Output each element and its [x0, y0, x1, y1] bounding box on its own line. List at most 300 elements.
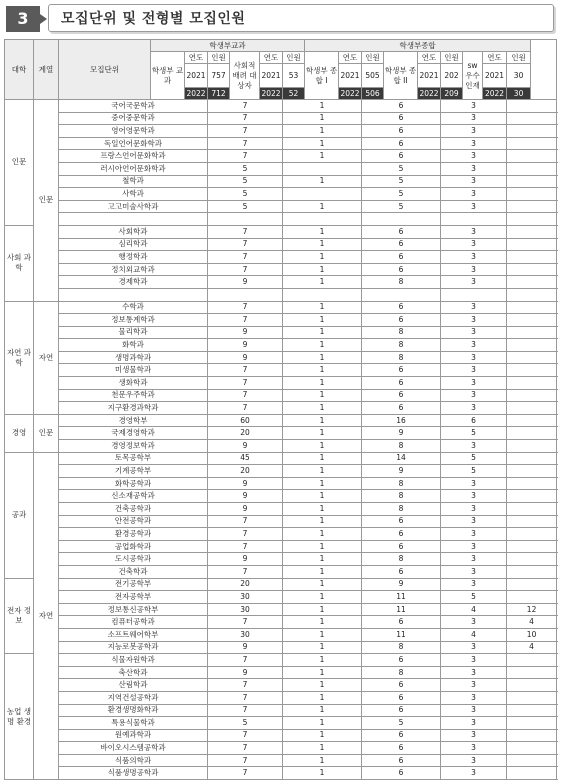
sw-cell [507, 301, 557, 314]
gyogwa-cell: 60 [208, 414, 283, 427]
table-row [5, 112, 557, 125]
table-row [5, 704, 557, 717]
jonghap2-cell: 3 [441, 503, 507, 516]
social-cell: 1 [283, 691, 362, 704]
jonghap2-cell [441, 213, 507, 226]
unit-cell: 토목공학부 [59, 452, 208, 465]
table-row [5, 477, 557, 490]
unit-cell: 안전공학과 [59, 515, 208, 528]
col-jonghap1: 학생부 종합 I [305, 52, 339, 100]
social-cell: 1 [283, 238, 362, 251]
jonghap2-cell: 3 [441, 125, 507, 138]
jonghap1-cell: 6 [362, 767, 441, 780]
total-gyogwa-2022: 712 [208, 88, 230, 100]
table-row [5, 515, 557, 528]
jonghap2-cell: 3 [441, 200, 507, 213]
jonghap1-cell: 6 [362, 565, 441, 578]
unit-cell: 원예과학과 [59, 729, 208, 742]
unit-cell: 식품의학과 [59, 754, 208, 767]
unit-cell: 생명과학과 [59, 351, 208, 364]
jonghap1-cell: 8 [362, 440, 441, 453]
sw-cell [507, 213, 557, 226]
table-row [5, 100, 557, 113]
unit-cell: 컴퓨터공학과 [59, 616, 208, 629]
table-row [5, 339, 557, 352]
year-2021: 2021 [339, 64, 362, 88]
jonghap2-cell: 6 [441, 414, 507, 427]
total-jonghap1-2021: 505 [362, 64, 384, 88]
sw-cell [507, 553, 557, 566]
table-row [5, 188, 557, 201]
sw-cell [507, 578, 557, 591]
unit-cell: 바이오시스템공학과 [59, 742, 208, 755]
table-row [5, 276, 557, 289]
label-year: 연도 [339, 52, 362, 64]
social-cell: 1 [283, 440, 362, 453]
social-cell: 1 [283, 754, 362, 767]
jonghap1-cell: 8 [362, 326, 441, 339]
social-cell: 1 [283, 200, 362, 213]
group-jonghap: 학생부종합 [305, 40, 531, 52]
gyogwa-cell: 7 [208, 729, 283, 742]
college-cell: 경영 [5, 414, 34, 452]
col-unit: 모집단위 [59, 40, 151, 100]
gyogwa-cell: 5 [208, 175, 283, 188]
jonghap1-cell: 6 [362, 742, 441, 755]
gyogwa-cell: 20 [208, 427, 283, 440]
table-row [5, 452, 557, 465]
social-cell [283, 188, 362, 201]
social-cell: 1 [283, 427, 362, 440]
table-row [5, 578, 557, 591]
jonghap1-cell: 6 [362, 100, 441, 113]
unit-cell: 행정학과 [59, 251, 208, 264]
jonghap2-cell: 3 [441, 553, 507, 566]
sw-cell [507, 717, 557, 730]
sw-cell [507, 188, 557, 201]
unit-cell: 고고미술사학과 [59, 200, 208, 213]
unit-cell: 경영정보학과 [59, 440, 208, 453]
social-cell: 1 [283, 679, 362, 692]
gyogwa-cell: 7 [208, 528, 283, 541]
label-count: 인원 [441, 52, 463, 64]
table-row [5, 326, 557, 339]
jonghap1-cell: 6 [362, 691, 441, 704]
table-row [5, 616, 557, 629]
table-row [5, 465, 557, 478]
jonghap2-cell: 3 [441, 339, 507, 352]
jonghap2-cell: 3 [441, 276, 507, 289]
jonghap2-cell: 3 [441, 578, 507, 591]
label-year: 연도 [483, 52, 507, 64]
jonghap2-cell: 3 [441, 754, 507, 767]
social-cell: 1 [283, 326, 362, 339]
unit-cell: 소프트웨어학부 [59, 628, 208, 641]
jonghap2-cell: 3 [441, 351, 507, 364]
jonghap1-cell: 6 [362, 301, 441, 314]
table-row [5, 427, 557, 440]
jonghap2-cell: 3 [441, 704, 507, 717]
table-row [5, 314, 557, 327]
jonghap2-cell: 3 [441, 402, 507, 415]
jonghap2-cell: 3 [441, 364, 507, 377]
table-row [5, 503, 557, 516]
gyogwa-cell: 7 [208, 137, 283, 150]
jonghap2-cell: 3 [441, 717, 507, 730]
gyogwa-cell [208, 288, 283, 301]
jonghap1-cell: 5 [362, 200, 441, 213]
section-title: 모집단위 및 전형별 모집인원 [61, 11, 246, 27]
jonghap2-cell: 5 [441, 591, 507, 604]
gyogwa-cell: 7 [208, 742, 283, 755]
jonghap2-cell: 3 [441, 742, 507, 755]
gyogwa-cell: 30 [208, 591, 283, 604]
unit-cell: 사학과 [59, 188, 208, 201]
jonghap1-cell: 9 [362, 578, 441, 591]
sw-cell [507, 729, 557, 742]
jonghap2-cell: 3 [441, 654, 507, 667]
gyogwa-cell: 20 [208, 465, 283, 478]
gyogwa-cell: 7 [208, 704, 283, 717]
table-row [5, 377, 557, 390]
unit-cell: 경제학과 [59, 276, 208, 289]
gyogwa-cell: 9 [208, 490, 283, 503]
unit-cell: 수학과 [59, 301, 208, 314]
gyogwa-cell: 7 [208, 314, 283, 327]
jonghap1-cell: 6 [362, 754, 441, 767]
jonghap1-cell: 6 [362, 225, 441, 238]
sw-cell [507, 503, 557, 516]
jonghap1-cell: 6 [362, 402, 441, 415]
social-cell: 1 [283, 100, 362, 113]
year-2022: 2022 [419, 88, 439, 98]
gyogwa-cell: 7 [208, 125, 283, 138]
table-row [5, 490, 557, 503]
table-row [5, 628, 557, 641]
gyogwa-cell [208, 213, 283, 226]
col-field: 계열 [34, 40, 59, 100]
year-2021: 2021 [185, 64, 208, 88]
social-cell: 1 [283, 641, 362, 654]
jonghap1-cell: 6 [362, 654, 441, 667]
jonghap1-cell [362, 288, 441, 301]
unit-cell: 생화학과 [59, 377, 208, 390]
unit-cell: 러시아언어문화학과 [59, 162, 208, 175]
table-row [5, 666, 557, 679]
jonghap2-cell: 3 [441, 150, 507, 163]
jonghap1-cell: 8 [362, 553, 441, 566]
year-2021: 2021 [260, 64, 283, 88]
sw-cell [507, 465, 557, 478]
unit-cell: 건축학과 [59, 565, 208, 578]
label-year: 연도 [418, 52, 441, 64]
label-count: 인원 [208, 52, 230, 64]
total-jonghap2-2022: 209 [441, 88, 463, 100]
jonghap2-cell: 3 [441, 729, 507, 742]
social-cell: 1 [283, 364, 362, 377]
jonghap1-cell: 8 [362, 490, 441, 503]
social-cell: 1 [283, 742, 362, 755]
total-sw-2022: 30 [507, 88, 531, 100]
table-row [5, 288, 557, 301]
col-spacer [531, 40, 557, 100]
jonghap2-cell: 3 [441, 238, 507, 251]
unit-cell: 정보통계학과 [59, 314, 208, 327]
gyogwa-cell: 9 [208, 553, 283, 566]
jonghap1-cell: 8 [362, 666, 441, 679]
unit-cell [59, 213, 208, 226]
gyogwa-cell: 7 [208, 654, 283, 667]
social-cell [283, 288, 362, 301]
sw-cell: 4 [507, 616, 557, 629]
sw-cell [507, 137, 557, 150]
unit-cell: 산림학과 [59, 679, 208, 692]
gyogwa-cell: 7 [208, 301, 283, 314]
jonghap1-cell: 8 [362, 641, 441, 654]
college-cell: 전자 정보 [5, 578, 34, 654]
social-cell: 1 [283, 251, 362, 264]
unit-cell: 철학과 [59, 175, 208, 188]
sw-cell [507, 377, 557, 390]
jonghap1-cell: 6 [362, 679, 441, 692]
unit-cell: 공업화학과 [59, 540, 208, 553]
gyogwa-cell: 7 [208, 540, 283, 553]
sw-cell [507, 754, 557, 767]
sw-cell [507, 351, 557, 364]
gyogwa-cell: 9 [208, 666, 283, 679]
jonghap1-cell [362, 213, 441, 226]
gyogwa-cell: 5 [208, 717, 283, 730]
gyogwa-cell: 7 [208, 263, 283, 276]
jonghap2-cell: 3 [441, 100, 507, 113]
gyogwa-cell: 7 [208, 389, 283, 402]
table-row [5, 591, 557, 604]
unit-cell: 신소재공학과 [59, 490, 208, 503]
jonghap2-cell: 3 [441, 528, 507, 541]
gyogwa-cell: 30 [208, 603, 283, 616]
jonghap1-cell: 6 [362, 528, 441, 541]
social-cell: 1 [283, 654, 362, 667]
sw-cell [507, 591, 557, 604]
table-row [5, 301, 557, 314]
social-cell: 1 [283, 628, 362, 641]
sw-cell [507, 691, 557, 704]
field-cell: 인문 [34, 100, 59, 302]
unit-cell: 경영학부 [59, 414, 208, 427]
sw-cell [507, 175, 557, 188]
gyogwa-cell: 7 [208, 112, 283, 125]
field-cell: 인문 [34, 414, 59, 452]
gyogwa-cell: 45 [208, 452, 283, 465]
table-row [5, 238, 557, 251]
jonghap1-cell: 6 [362, 112, 441, 125]
section-header [4, 4, 556, 32]
gyogwa-cell: 7 [208, 767, 283, 780]
college-cell: 공과 [5, 452, 34, 578]
social-cell: 1 [283, 339, 362, 352]
field-cell: 자연 [34, 301, 59, 414]
social-cell [283, 162, 362, 175]
social-cell: 1 [283, 125, 362, 138]
sw-cell: 10 [507, 628, 557, 641]
total-social-2022: 52 [283, 88, 305, 100]
social-cell: 1 [283, 389, 362, 402]
table-body [5, 100, 557, 780]
gyogwa-cell: 9 [208, 477, 283, 490]
unit-cell: 식품생명공학과 [59, 767, 208, 780]
jonghap2-cell: 5 [441, 465, 507, 478]
unit-cell: 미생물학과 [59, 364, 208, 377]
table-row [5, 225, 557, 238]
social-cell: 1 [283, 276, 362, 289]
jonghap2-cell: 3 [441, 540, 507, 553]
year-2022: 2022 [186, 88, 206, 98]
social-cell: 1 [283, 377, 362, 390]
social-cell: 1 [283, 503, 362, 516]
jonghap2-cell: 3 [441, 314, 507, 327]
social-cell: 1 [283, 767, 362, 780]
social-cell: 1 [283, 314, 362, 327]
table-row [5, 175, 557, 188]
sw-cell [507, 326, 557, 339]
jonghap2-cell: 5 [441, 452, 507, 465]
jonghap1-cell: 6 [362, 263, 441, 276]
gyogwa-cell: 7 [208, 616, 283, 629]
unit-cell [59, 288, 208, 301]
jonghap1-cell: 6 [362, 389, 441, 402]
jonghap1-cell: 8 [362, 477, 441, 490]
total-jonghap2-2021: 202 [441, 64, 463, 88]
table-row [5, 717, 557, 730]
sw-cell [507, 251, 557, 264]
sw-cell [507, 452, 557, 465]
unit-cell: 축산학과 [59, 666, 208, 679]
gyogwa-cell: 7 [208, 100, 283, 113]
jonghap2-cell: 3 [441, 641, 507, 654]
jonghap1-cell: 8 [362, 351, 441, 364]
unit-cell: 독일언어문화학과 [59, 137, 208, 150]
jonghap2-cell: 3 [441, 188, 507, 201]
jonghap1-cell: 5 [362, 162, 441, 175]
social-cell: 1 [283, 112, 362, 125]
sw-cell [507, 440, 557, 453]
social-cell: 1 [283, 351, 362, 364]
gyogwa-cell: 7 [208, 402, 283, 415]
jonghap1-cell: 8 [362, 503, 441, 516]
sw-cell [507, 704, 557, 717]
table-row [5, 540, 557, 553]
sw-cell [507, 288, 557, 301]
total-social-2021: 53 [283, 64, 305, 88]
sw-cell [507, 150, 557, 163]
unit-cell: 영어영문학과 [59, 125, 208, 138]
year-2022: 2022 [483, 88, 507, 100]
gyogwa-cell: 7 [208, 225, 283, 238]
total-sw-2021: 30 [507, 64, 531, 88]
unit-cell: 지구환경과학과 [59, 402, 208, 415]
sw-cell [507, 515, 557, 528]
table-row [5, 125, 557, 138]
sw-cell [507, 654, 557, 667]
jonghap2-cell: 3 [441, 679, 507, 692]
sw-cell [507, 263, 557, 276]
social-cell: 1 [283, 578, 362, 591]
social-cell: 1 [283, 225, 362, 238]
gyogwa-cell: 7 [208, 377, 283, 390]
table-row [5, 150, 557, 163]
unit-cell: 도시공학과 [59, 553, 208, 566]
sw-cell: 4 [507, 641, 557, 654]
year-2021: 2021 [418, 64, 441, 88]
unit-cell: 정보통신공학부 [59, 603, 208, 616]
jonghap2-cell: 3 [441, 515, 507, 528]
jonghap1-cell: 16 [362, 414, 441, 427]
college-cell: 자연 과학 [5, 301, 34, 414]
table-row [5, 440, 557, 453]
jonghap1-cell: 9 [362, 465, 441, 478]
table-row [5, 200, 557, 213]
table-row [5, 389, 557, 402]
jonghap2-cell: 3 [441, 175, 507, 188]
college-cell: 농업 생명 환경 [5, 654, 34, 780]
sw-cell [507, 767, 557, 780]
social-cell: 1 [283, 150, 362, 163]
table-row [5, 364, 557, 377]
col-college: 대학 [5, 40, 34, 100]
jonghap2-cell: 5 [441, 427, 507, 440]
jonghap2-cell: 3 [441, 477, 507, 490]
unit-cell: 정치외교학과 [59, 263, 208, 276]
jonghap1-cell: 11 [362, 603, 441, 616]
sw-cell [507, 100, 557, 113]
sw-cell [507, 402, 557, 415]
table-row [5, 162, 557, 175]
jonghap2-cell: 3 [441, 767, 507, 780]
table-row [5, 691, 557, 704]
social-cell: 1 [283, 666, 362, 679]
jonghap1-cell: 11 [362, 591, 441, 604]
gyogwa-cell: 20 [208, 578, 283, 591]
admission-table [4, 39, 557, 780]
gyogwa-cell: 9 [208, 440, 283, 453]
table-row [5, 137, 557, 150]
jonghap1-cell: 6 [362, 251, 441, 264]
unit-cell: 사회학과 [59, 225, 208, 238]
gyogwa-cell: 7 [208, 565, 283, 578]
unit-cell: 환경공학과 [59, 528, 208, 541]
social-cell: 1 [283, 553, 362, 566]
jonghap2-cell: 3 [441, 263, 507, 276]
college-cell: 사회 과학 [5, 225, 34, 301]
jonghap2-cell: 4 [441, 603, 507, 616]
field-cell: 자연 [34, 452, 59, 779]
unit-cell: 천문우주학과 [59, 389, 208, 402]
sw-cell [507, 339, 557, 352]
social-cell: 1 [283, 528, 362, 541]
table-row [5, 263, 557, 276]
unit-cell: 심리학과 [59, 238, 208, 251]
year-2022: 2022 [340, 88, 360, 98]
jonghap1-cell: 6 [362, 238, 441, 251]
social-cell: 1 [283, 704, 362, 717]
jonghap2-cell: 3 [441, 251, 507, 264]
sw-cell [507, 528, 557, 541]
jonghap1-cell: 6 [362, 616, 441, 629]
jonghap1-cell: 11 [362, 628, 441, 641]
table-row [5, 213, 557, 226]
gyogwa-cell: 7 [208, 691, 283, 704]
jonghap1-cell: 6 [362, 704, 441, 717]
